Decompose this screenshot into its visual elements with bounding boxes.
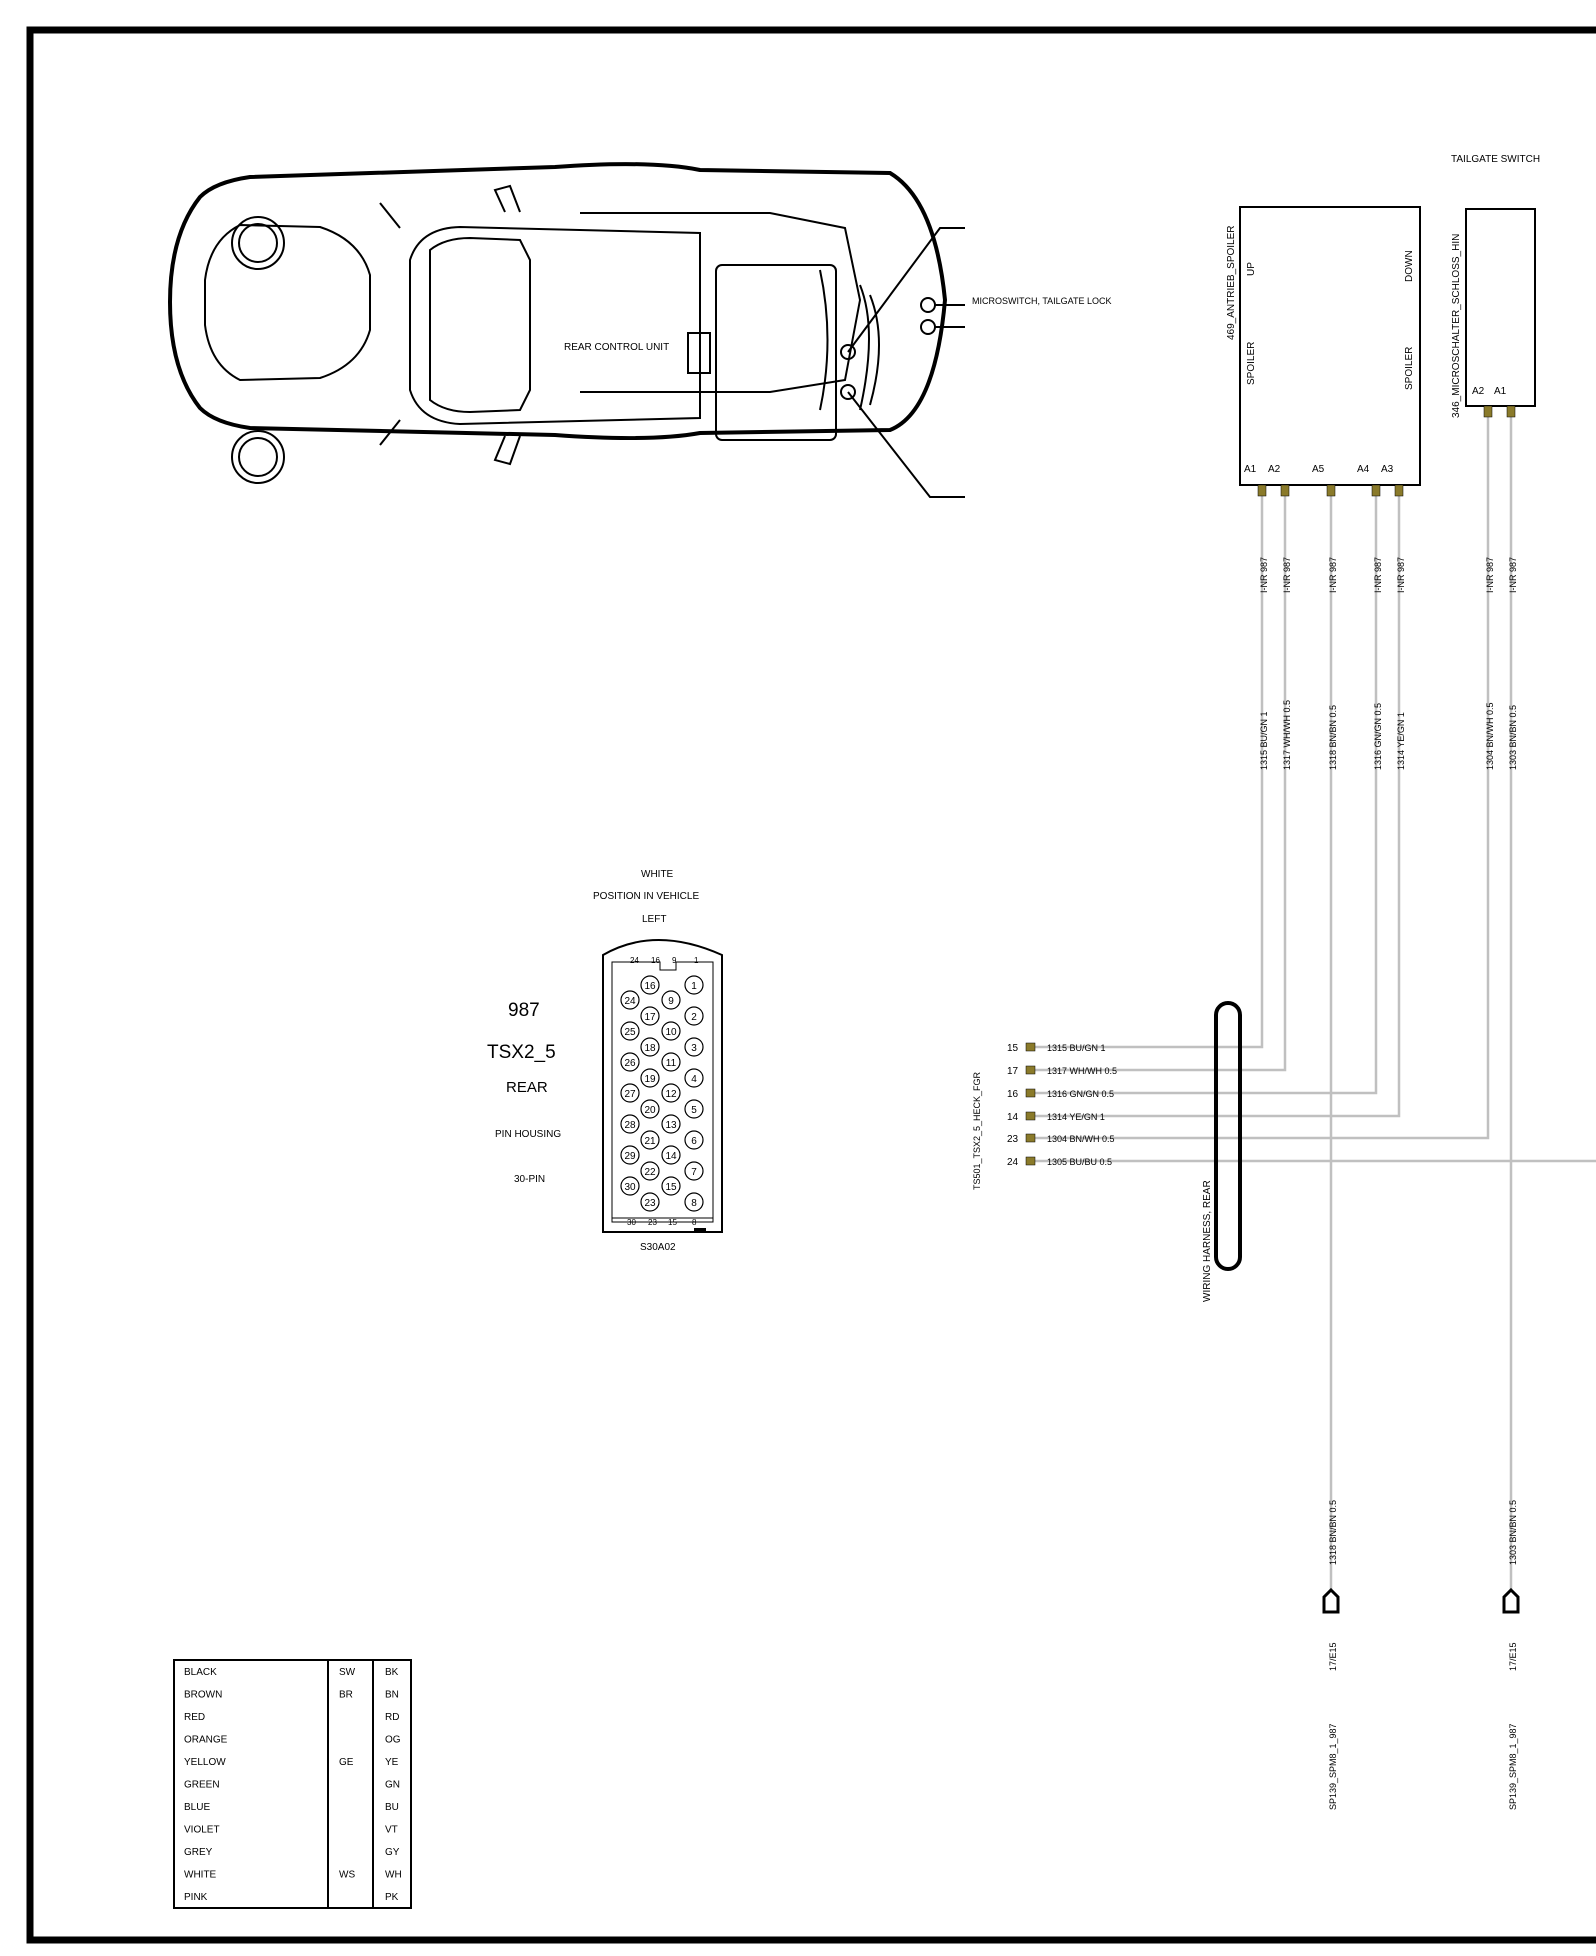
- connector-housing-view: [487, 869, 722, 1253]
- wire-model-label: I-NR 987: [1259, 556, 1269, 593]
- splice-name-label: SP139_SPM8_1_987: [1328, 1723, 1338, 1810]
- harness-wire-label: 1304 BN/WH 0.5: [1047, 1134, 1115, 1144]
- connector-pin-number: 15: [665, 1182, 677, 1193]
- connector-position-label: POSITION IN VEHICLE: [593, 891, 700, 902]
- rear-control-unit-label: REAR CONTROL UNIT: [564, 342, 670, 353]
- spoiler-pin-a3-terminal: [1395, 485, 1403, 496]
- tailgate-switch-title: TAILGATE SWITCH: [1451, 154, 1541, 165]
- harness-pin-terminal: [1026, 1134, 1035, 1142]
- harness-pin-number: 16: [1007, 1089, 1019, 1100]
- legend-color-name: RED: [184, 1712, 206, 1723]
- connector-pin-number: 25: [624, 1027, 636, 1038]
- connector-top-number: 1: [694, 956, 699, 965]
- harness-pin-number: 24: [1007, 1157, 1019, 1168]
- connector-name-label: TSX2_5: [487, 1042, 556, 1063]
- spoiler-up-label: UP: [1246, 262, 1257, 276]
- splice-ref-label: 17/E15: [1328, 1642, 1338, 1671]
- connector-top-number: 16: [651, 956, 660, 965]
- spoiler-pin-a5-terminal: [1327, 485, 1335, 496]
- wire-model-label: I-NR 987: [1396, 556, 1406, 593]
- connector-pin-number: 19: [644, 1074, 656, 1085]
- legend-color-code-en: PK: [385, 1892, 399, 1903]
- spoiler-pin-a3: A3: [1381, 464, 1394, 475]
- harness-wire-label: 1305 BU/BU 0.5: [1047, 1157, 1113, 1167]
- connector-bottom-number: 23: [648, 1218, 657, 1227]
- tailgate-pin-a1-terminal: [1507, 406, 1515, 417]
- legend-color-code-en: WH: [385, 1869, 402, 1881]
- spoiler-component-name: 469_ANTRIEB_SPOILER: [1226, 225, 1237, 340]
- color-legend: [174, 1660, 411, 1908]
- wire-model-label: I-NR 987: [1485, 556, 1495, 593]
- connector-pin-number: 11: [665, 1058, 677, 1069]
- harness-pin-terminal: [1026, 1157, 1035, 1165]
- harness-wire-label: 1314 YE/GN 1: [1047, 1112, 1105, 1122]
- legend-color-name: PINK: [184, 1892, 208, 1903]
- connector-pin-number: 2: [691, 1012, 697, 1023]
- connector-pin-number: 16: [644, 981, 656, 992]
- wire-id-label: 1317 WH/WH 0.5: [1282, 699, 1292, 770]
- connector-pin-number: 13: [665, 1120, 677, 1131]
- spoiler-pin-a1: A1: [1244, 464, 1257, 475]
- harness-connector-name: TS501_TSX2_5_HECK_FGR: [972, 1071, 982, 1190]
- harness-pin-number: 17: [1007, 1066, 1019, 1077]
- legend-color-code-en: BN: [385, 1689, 399, 1701]
- legend-color-code-en: BU: [385, 1802, 399, 1813]
- spoiler-right-label: SPOILER: [1404, 346, 1415, 390]
- connector-part-number: S30A02: [640, 1242, 676, 1253]
- legend-color-name: WHITE: [184, 1869, 217, 1881]
- wire-id-label: 1303 BN/BN 0.5: [1508, 704, 1518, 770]
- connector-side-label: LEFT: [642, 914, 667, 925]
- tailgate-component-name: 346_MICROSCHALTER_SCHLOSS_HIN: [1451, 233, 1462, 418]
- tailgate-switch-component: [1451, 154, 1540, 418]
- wire-model-label: I-NR 987: [1508, 556, 1518, 593]
- legend-color-name: VIOLET: [184, 1824, 220, 1836]
- connector-model-label: 987: [508, 1000, 540, 1021]
- harness-wire-label: 1316 GN/GN 0.5: [1047, 1089, 1115, 1099]
- connector-pin-number: 23: [644, 1198, 656, 1209]
- legend-color-name: ORANGE: [184, 1734, 228, 1746]
- legend-color-name: BLUE: [184, 1802, 211, 1813]
- legend-color-name: BLACK: [184, 1667, 217, 1678]
- connector-pin-number: 10: [665, 1027, 677, 1038]
- wire-model-label: I-NR 987: [1282, 556, 1292, 593]
- splice-wire-label: 1303 BN/BN 0.5: [1508, 1499, 1518, 1565]
- splice-icon: [1504, 1590, 1518, 1612]
- spoiler-pin-a1-terminal: [1258, 485, 1266, 496]
- spoiler-pin-a4: A4: [1357, 464, 1370, 475]
- legend-color-code-de: GE: [339, 1757, 354, 1768]
- legend-color-name: BROWN: [184, 1689, 223, 1701]
- wire-id-label: 1304 BN/WH 0.5: [1485, 702, 1495, 770]
- spoiler-pin-a4-terminal: [1372, 485, 1380, 496]
- legend-color-code-en: BK: [385, 1667, 399, 1678]
- wiring-harness-bundle: [1216, 1003, 1240, 1269]
- wires: [1027, 406, 1596, 1600]
- connector-top-number: 24: [630, 956, 639, 965]
- spoiler-component: [1226, 207, 1420, 485]
- connector-pin-number: 4: [691, 1074, 697, 1085]
- harness-wire-label: 1315 BU/GN 1: [1047, 1043, 1106, 1053]
- connector-bottom-number: 15: [668, 1218, 677, 1227]
- splice-name-label: SP139_SPM8_1_987: [1508, 1723, 1518, 1810]
- sheet-border: [30, 30, 1596, 1940]
- wire-id-label: 1315 BU/GN 1: [1259, 711, 1269, 770]
- wiring-harness-label: WIRING HARNESS, REAR: [1202, 1180, 1213, 1302]
- splice-1318: [1324, 1500, 1338, 1810]
- connector-pin-number: 18: [644, 1043, 656, 1054]
- wire-id-label: 1318 BN/BN 0.5: [1328, 704, 1338, 770]
- connector-pin-number: 20: [644, 1105, 656, 1116]
- legend-color-name: GREEN: [184, 1779, 220, 1791]
- connector-location-label: REAR: [506, 1079, 548, 1096]
- connector-housing-label: PIN HOUSING: [495, 1129, 562, 1140]
- connector-pin-number: 6: [691, 1136, 697, 1147]
- connector-pin-number: 26: [624, 1058, 636, 1069]
- connector-pin-number: 24: [624, 996, 636, 1007]
- connector-top-number: 9: [672, 956, 677, 965]
- connector-pin-number: 22: [644, 1167, 656, 1178]
- splice-ref-label: 17/E15: [1508, 1642, 1518, 1671]
- microswitch-label: MICROSWITCH, TAILGATE LOCK: [972, 296, 1112, 306]
- legend-color-name: GREY: [184, 1847, 213, 1858]
- harness-pin-terminal: [1026, 1043, 1035, 1051]
- connector-bottom-number: 8: [692, 1218, 697, 1227]
- connector-pin-number: 1: [691, 981, 697, 992]
- wire-id-label: 1314 YE/GN 1: [1396, 712, 1406, 770]
- wire-1315: [1027, 490, 1262, 1047]
- wire-model-label: I-NR 987: [1328, 556, 1338, 593]
- connector-pin-number: 28: [624, 1120, 636, 1131]
- harness-pin-terminal: [1026, 1112, 1035, 1120]
- harness-pin-number: 23: [1007, 1134, 1019, 1145]
- wire-model-label: I-NR 987: [1373, 556, 1383, 593]
- legend-color-code-en: YE: [385, 1757, 399, 1768]
- connector-pin-number: 5: [691, 1105, 697, 1116]
- legend-color-code-de: SW: [339, 1667, 356, 1678]
- legend-color-code-en: VT: [385, 1824, 398, 1836]
- splice-wire-label: 1318 BN/BN 0.5: [1328, 1499, 1338, 1565]
- wire-1314: [1027, 490, 1399, 1116]
- legend-color-code-en: RD: [385, 1712, 400, 1723]
- spoiler-pin-a2-terminal: [1281, 485, 1289, 496]
- connector-pin-number: 3: [691, 1043, 697, 1054]
- wire-1304: [1027, 410, 1488, 1138]
- legend-color-code-en: GY: [385, 1847, 400, 1858]
- legend-color-code-de: WS: [339, 1869, 356, 1881]
- wire-1317: [1027, 490, 1285, 1070]
- connector-pin-number: 21: [644, 1136, 656, 1147]
- connector-color-label: WHITE: [641, 869, 674, 880]
- tailgate-pin-a1: A1: [1494, 386, 1507, 397]
- splice-icon: [1324, 1590, 1338, 1612]
- spoiler-down-label: DOWN: [1404, 250, 1415, 282]
- harness-wire-label: 1317 WH/WH 0.5: [1047, 1066, 1118, 1076]
- car-top-view: [170, 164, 1112, 497]
- connector-pin-number: 14: [665, 1151, 677, 1162]
- connector-pin-number: 27: [624, 1089, 636, 1100]
- harness-pin-terminal: [1026, 1066, 1035, 1074]
- connector-pin-number: 29: [624, 1151, 636, 1162]
- harness-pin-terminal: [1026, 1089, 1035, 1097]
- spoiler-pin-a2: A2: [1268, 464, 1281, 475]
- connector-pin-number: 7: [691, 1167, 697, 1178]
- legend-color-code-de: BR: [339, 1689, 353, 1701]
- wire-id-label: 1316 GN/GN 0.5: [1373, 702, 1383, 770]
- harness-pin-number: 15: [1007, 1043, 1019, 1054]
- connector-bottom-number: 30: [627, 1218, 636, 1227]
- wire-1316: [1027, 490, 1376, 1093]
- tailgate-pin-a2-terminal: [1484, 406, 1492, 417]
- harness-pin-number: 14: [1007, 1112, 1019, 1123]
- connector-pin-number: 12: [665, 1089, 677, 1100]
- connector-pin-number: 8: [691, 1198, 697, 1209]
- spoiler-pin-a5: A5: [1312, 464, 1325, 475]
- spoiler-left-label: SPOILER: [1246, 341, 1257, 385]
- tailgate-pin-a2: A2: [1472, 386, 1485, 397]
- connector-pin-number: 9: [668, 996, 674, 1007]
- legend-color-code-en: OG: [385, 1734, 401, 1746]
- legend-color-name: YELLOW: [184, 1757, 226, 1768]
- legend-color-code-en: GN: [385, 1779, 400, 1791]
- connector-pin-number: 17: [644, 1012, 656, 1023]
- connector-pin-number: 30: [624, 1182, 636, 1193]
- connector-pin-count-label: 30-PIN: [514, 1174, 546, 1185]
- splice-1303: [1504, 1500, 1518, 1810]
